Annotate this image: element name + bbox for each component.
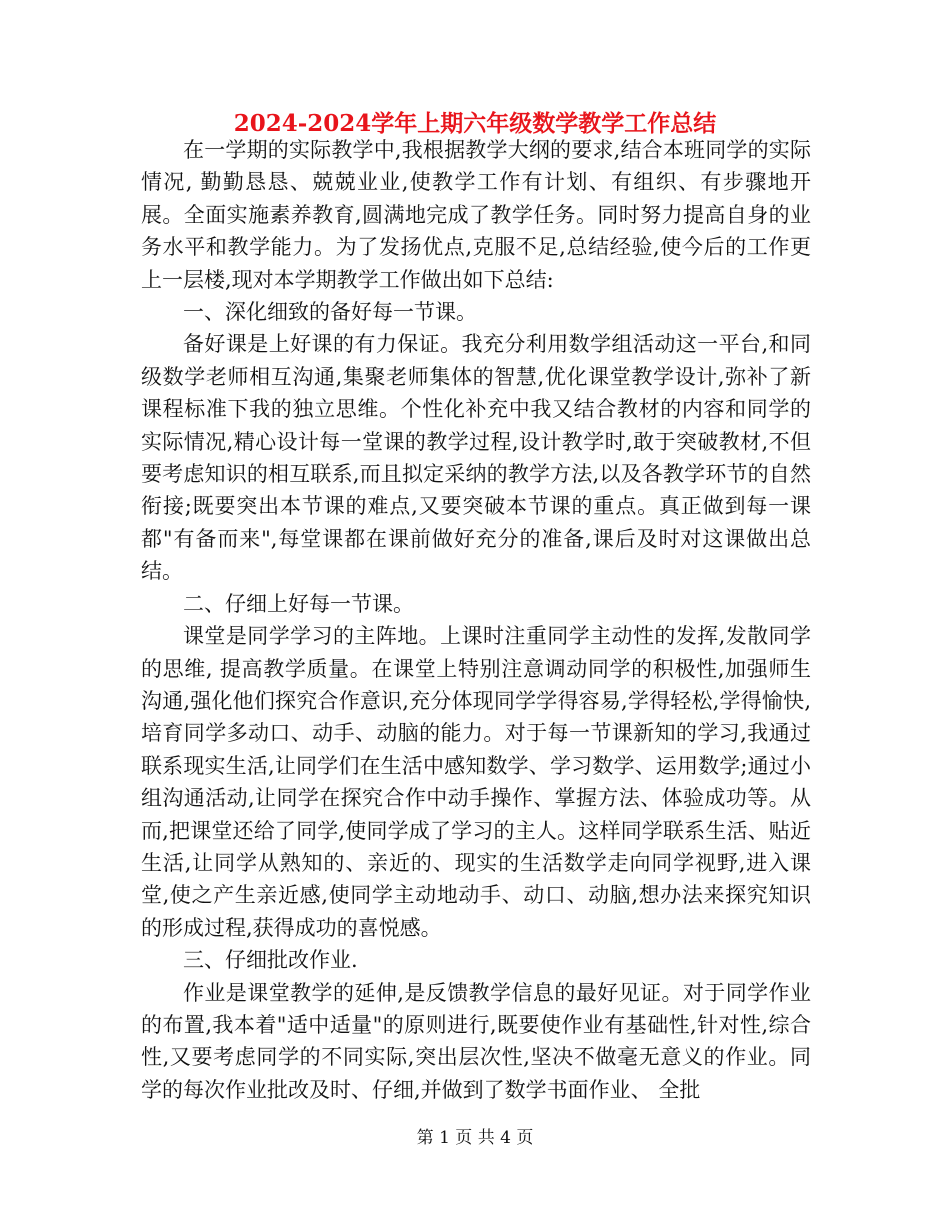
paragraph-intro: 在一学期的实际教学中,我根据教学大纲的要求,结合本班同学的实际情况, 勤勤恳恳、兢兢业业,使教学工作有计划、有组织、有步骤地开展。全面实施素养教育,圆满地完成了教学任务。同时努力提高自身的业务水平和教学能力。为了发扬优点,克服不足,总结经验,使今后的工作更上一层楼,现对本学期教学工作做出如下总结: [141,138,811,292]
section-heading-1: 一、深化细致的备好每一节课。 [183,300,477,325]
paragraph-section-2: 课堂是同学学习的主阵地。上课时注重同学主动性的发挥,发散同学的思维, 提高教学质量。在课堂上特别注意调动同学的积极性,加强师生沟通,强化他们探究合作意识,充分体现同学学得容易,学得轻松,学得愉快,培育同学多动口、动手、动脑的能力。对于每一节课新知的学习,我通过联系现实生活,让同学们在生活中感知数学、学习数学、运用数学;通过小组沟通活动,让同学在探究合作中动手操作、掌握方法、体验成功等。从而,把课堂还给了同学,使同学成了学习的主人。这样同学联系生活、贴近生活,让同学从熟知的、亲近的、现实的生活数学走向同学视野,进入课堂,使之产生亲近感,使同学主动地动手、动口、动脑,想办法来探究知识的形成过程,获得成功的喜悦感。 [141,624,811,940]
paragraph-section-1: 备好课是上好课的有力保证。我充分利用数学组活动这一平台,和同级数学老师相互沟通,集聚老师集体的智慧,优化课堂教学设计,弥补了新课程标准下我的独立思维。个性化补充中我又结合教材的内容和同学的实际情况,精心设计每一堂课的教学过程,设计教学时,敢于突破教材,不但要考虑知识的相互联系,而且拟定采纳的教学方法,以及各教学环节的自然衔接;既要突出本节课的难点,又要突破本节课的重点。真正做到每一课都"有备而来",每堂课都在课前做好充分的准备,课后及时对这课做出总结。 [141,332,811,584]
paragraph-section-3: 作业是课堂教学的延伸,是反馈教学信息的最好见证。对于同学作业的布置,我本着"适中适量"的原则进行,既要使作业有基础性,针对性,综合性,又要考虑同学的不同实际,突出层次性,坚决不做毫无意义的作业。同学的每次作业批改及时、仔细,并做到了数学书面作业、 全批 [141,980,811,1102]
page-footer: 第 1 页 共 4 页 [416,1128,534,1148]
document-title: 2024-2024学年上期六年级数学教学工作总结 [233,110,717,137]
document-body [141,134,811,1106]
section-heading-3: 三、仔细批改作业. [183,948,358,973]
section-heading-2: 二、仔细上好每一节课。 [183,591,414,616]
